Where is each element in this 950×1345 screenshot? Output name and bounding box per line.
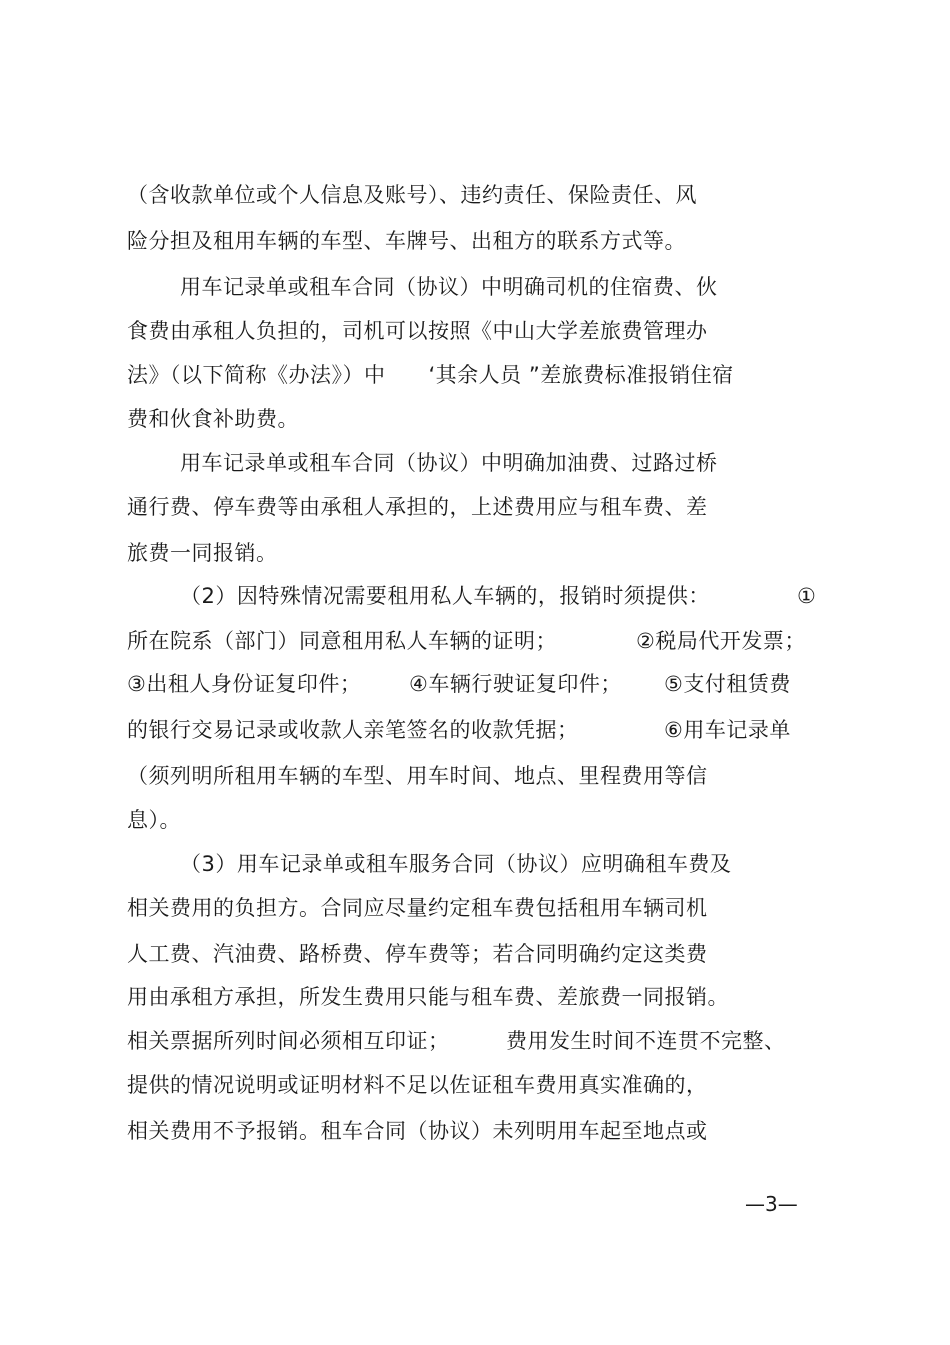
text-line: 食费由承租人负担的，司机可以按照《中山大学差旅费管理办 (127, 319, 708, 343)
text-line: 法》（以下简称《办法》）中 ‘其余人员 ”差旅费标准报销住宿 (127, 363, 734, 387)
text-line: ④车辆行驶证复印件； (409, 672, 622, 696)
text-line: 人工费、汽油费、路桥费、停车费等；若合同明确约定这类费 (127, 942, 708, 966)
text-line: 相关费用的负担方。合同应尽量约定租车费包括租用车辆司机 (127, 896, 708, 920)
text-line: ②税局代开发票； (636, 629, 806, 653)
text-line: ① (797, 584, 817, 608)
text-line: （2）因特殊情况需要租用私人车辆的，报销时须提供： (180, 584, 710, 608)
text-line: 通行费、停车费等由承租人承担的，上述费用应与租车费、差 (127, 495, 708, 519)
text-line: 用由承租方承担，所发生费用只能与租车费、差旅费一同报销。 (127, 985, 729, 1009)
text-line: 所在院系（部门）同意租用私人车辆的证明； (127, 629, 557, 653)
text-line: 提供的情况说明或证明材料不足以佐证租车费用真实准确的， (127, 1073, 708, 1097)
page-number: —3— (745, 1192, 798, 1216)
text-line: （3）用车记录单或租车服务合同（协议）应明确租车费及 (180, 852, 732, 876)
text-line: 险分担及租用车辆的车型、车牌号、出租方的联系方式等。 (127, 229, 686, 253)
text-line: 息）。 (127, 808, 181, 832)
text-line: ③出租人身份证复印件； (127, 672, 362, 696)
text-line: 用车记录单或租车合同（协议）中明确加油费、过路过桥 (180, 451, 718, 475)
text-line: 费用发生时间不连贯不完整、 (506, 1029, 786, 1053)
text-line: 的银行交易记录或收款人亲笔签名的收款凭据； (127, 718, 579, 742)
text-line: ⑥用车记录单 (664, 718, 791, 742)
text-line: （含收款单位或个人信息及账号）、违约责任、保险责任、风 (127, 183, 697, 207)
text-line: （须列明所租用车辆的车型、用车时间、地点、里程费用等信 (127, 764, 708, 788)
text-line: 用车记录单或租车合同（协议）中明确司机的住宿费、伙 (180, 275, 718, 299)
text-line: 费和伙食补助费。 (127, 407, 299, 431)
text-line: 相关费用不予报销。租车合同（协议）未列明用车起至地点或 (127, 1119, 708, 1143)
text-line: ⑤支付租赁费 (664, 672, 791, 696)
text-line: 相关票据所列时间必须相互印证； (127, 1029, 450, 1053)
text-line: 旅费一同报销。 (127, 541, 278, 565)
